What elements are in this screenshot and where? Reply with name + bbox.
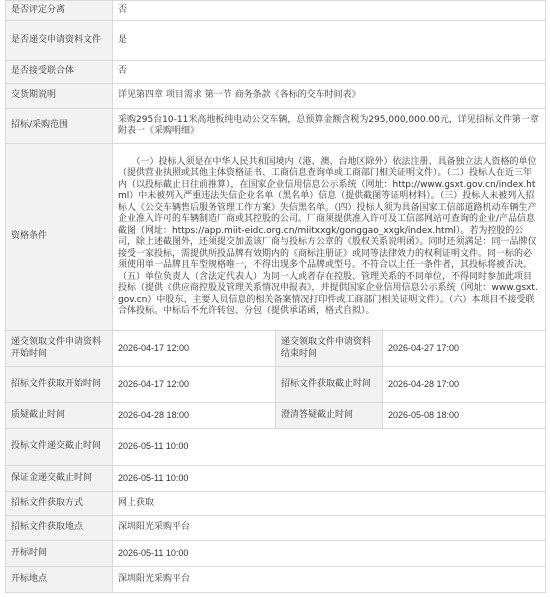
row-delivery — [6, 84, 546, 109]
value-doc-acquisition-start: 2026-04-17 12:00 — [113, 367, 276, 403]
row-doc-acquisition-period — [6, 367, 546, 403]
label-evaluation-separation: 是否评定分离 — [6, 1, 113, 21]
row-acquisition-location — [6, 516, 546, 541]
value-qualification: （一）投标人须是在中华人民共和国境内（港、澳、台地区除外）依法注册、具备独立法人资格的单位（提供营业执照或其他主体资格证书、工商信息查询单或工商部门相关证明文件）。（二）投标人在近三年内（以投标截止日往前推算），在国家企业信用信息公示系统（网址：http://www.gsxt.gov.cn/index.html）中未被列入严重违法失信企业名单（黑名单）信息（提供截图等证明材料）。（三）投标人未被列入招标人《公交车辆售后服务管理工作方案》失信黑名单。（四）投标人须为具备国家工信部道路机动车辆生产企业准入许可的车辆制造厂商或其控股的公司。厂商须提供准入许可及工信部网站可查询的企业/产品信息截图（网址：https://app.miit-eidc.org.cn/miitxxgk/gonggao_xxgk/index.html）。若为控股的公司，除上述截图外，还须提交加盖该厂商与投标方公章的《股权关系说明函》。同时还须满足：同一品牌仅接受一家投标，需提供所投品牌有效期内的《商标注册证》或同等法律效力的权利证明文件。同一标的必须使用单一品牌且车型规格唯一，不得出现多个品牌或型号。不符合以上任一条件者，其投标将被否决。（五）单位负责人（含法定代表人）为同一人或者存在控股、管理关系的不同单位，不得同时参加此项目投标（提供《供应商控股及管理关系情况申报表》，并提供国家企业信用信息公示系统（网址：www.gsxt.gov.cn）中股东、主要人员信息的相关备案情况打印件或工商部门相关证明文件）。（六）本项目不接受联合体投标。中标后不允许转包、分包（提供承诺函，格式自拟）。 — [113, 144, 546, 331]
row-query-deadlines — [6, 403, 546, 429]
value-doc-acquisition-end: 2026-04-28 17:00 — [383, 367, 546, 403]
label-doc-acquisition-end: 招标文件获取截止时间 — [276, 367, 383, 403]
value-acquisition-method: 网上获取 — [113, 492, 546, 516]
label-consortium: 是否接受联合体 — [6, 61, 113, 84]
value-delivery: 详见第四章 项目需求 第一节 商务条款《各标的交车时间表》 — [113, 84, 546, 109]
label-acquisition-location: 招标文件获取地点 — [6, 516, 113, 541]
label-application-start: 递交领取文件申请资料开始时间 — [6, 331, 113, 367]
label-doc-acquisition-start: 招标文件获取开始时间 — [6, 367, 113, 403]
label-deposit-deadline: 保证金递交截止时间 — [6, 466, 113, 492]
label-delivery: 交货期说明 — [6, 84, 113, 109]
value-opening-location: 深圳阳光采购平台 — [113, 567, 546, 593]
label-opening-time: 开标时间 — [6, 541, 113, 567]
row-qualification — [6, 144, 546, 331]
value-scope: 采购295台10-11米高地板纯电动公交车辆，总预算金额含税为295,000,000.00元，详见招标文件第一章附表一《采购明细》 — [113, 109, 546, 144]
value-query-deadline: 2026-04-28 18:00 — [113, 403, 276, 429]
row-evaluation-separation — [6, 1, 546, 21]
label-opening-location: 开标地点 — [6, 567, 113, 593]
label-submit-application: 是否递交申请资料文件 — [6, 21, 113, 61]
row-opening-time — [6, 541, 546, 567]
value-consortium: 否 — [113, 61, 546, 84]
tender-info-table — [5, 0, 546, 593]
value-evaluation-separation: 否 — [113, 1, 546, 21]
label-query-deadline: 质疑截止时间 — [6, 403, 113, 429]
value-application-start: 2026-04-17 12:00 — [113, 331, 276, 367]
row-deposit-deadline — [6, 466, 546, 492]
row-application-period — [6, 331, 546, 367]
row-bid-deadline — [6, 429, 546, 466]
value-acquisition-location: 深圳阳光采购平台 — [113, 516, 546, 541]
label-application-end: 递交领取文件申请资料结束时间 — [276, 331, 383, 367]
row-consortium — [6, 61, 546, 84]
value-submit-application: 是 — [113, 21, 546, 61]
row-scope — [6, 109, 546, 144]
row-submit-application — [6, 21, 546, 61]
label-qualification: 资格条件 — [6, 144, 113, 331]
row-opening-location — [6, 567, 546, 593]
label-acquisition-method: 招标文件获取方式 — [6, 492, 113, 516]
value-opening-time: 2026-05-11 10:00 — [113, 541, 546, 567]
value-bid-deadline: 2026-05-11 10:00 — [113, 429, 546, 466]
label-scope: 招标/采购范围 — [6, 109, 113, 144]
row-acquisition-method — [6, 492, 546, 516]
value-deposit-deadline: 2026-05-11 10:00 — [113, 466, 546, 492]
value-clarification-deadline: 2026-05-08 18:00 — [383, 403, 546, 429]
label-bid-deadline: 投标文件递交截止时间 — [6, 429, 113, 466]
value-application-end: 2026-04-27 17:00 — [383, 331, 546, 367]
label-clarification-deadline: 澄清答疑截止时间 — [276, 403, 383, 429]
